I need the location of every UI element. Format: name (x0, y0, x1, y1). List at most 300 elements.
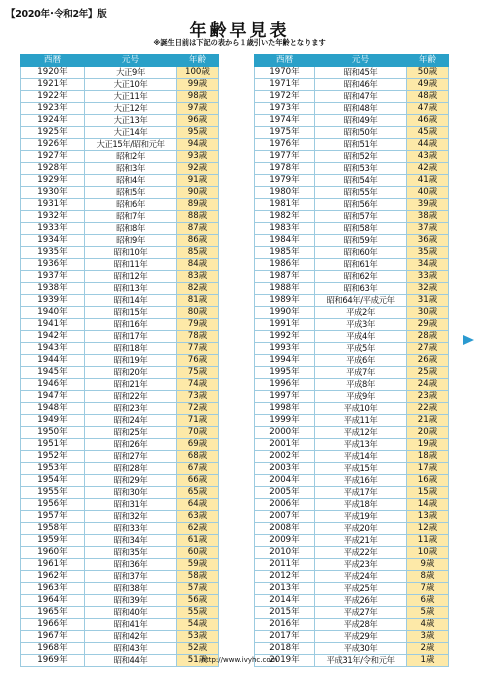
table-row (21, 91, 219, 103)
year-cell: 2003年 (255, 463, 315, 475)
year-cell: 1970年 (255, 67, 315, 79)
age-cell: 6歳 (407, 595, 449, 607)
table-row (21, 619, 219, 631)
era-cell: 昭和54年 (315, 175, 407, 187)
age-cell: 29歳 (407, 319, 449, 331)
age-cell: 13歳 (407, 511, 449, 523)
era-cell: 平成7年 (315, 367, 407, 379)
year-cell: 1967年 (21, 631, 85, 643)
era-cell: 昭和64年/平成元年 (315, 295, 407, 307)
era-cell: 昭和13年 (85, 283, 177, 295)
year-cell: 1965年 (21, 607, 85, 619)
age-cell: 3歳 (407, 631, 449, 643)
era-cell: 昭和9年 (85, 235, 177, 247)
era-cell: 平成22年 (315, 547, 407, 559)
year-cell: 1972年 (255, 91, 315, 103)
table-row (21, 535, 219, 547)
table-row (255, 571, 449, 583)
year-cell: 1995年 (255, 367, 315, 379)
table-row (21, 343, 219, 355)
year-cell: 1926年 (21, 139, 85, 151)
year-cell: 2018年 (255, 643, 315, 655)
year-cell: 1938年 (21, 283, 85, 295)
age-cell: 80歳 (177, 307, 219, 319)
table-row (21, 139, 219, 151)
age-cell: 4歳 (407, 619, 449, 631)
year-cell: 2008年 (255, 523, 315, 535)
table-row (255, 91, 449, 103)
age-cell: 39歳 (407, 199, 449, 211)
table-row (21, 319, 219, 331)
table-row (21, 511, 219, 523)
table-row (21, 115, 219, 127)
table-row (255, 283, 449, 295)
era-cell: 昭和20年 (85, 367, 177, 379)
year-cell: 1937年 (21, 271, 85, 283)
age-cell: 24歳 (407, 379, 449, 391)
year-cell: 1981年 (255, 199, 315, 211)
age-cell: 27歳 (407, 343, 449, 355)
table-row (255, 487, 449, 499)
age-cell: 58歳 (177, 571, 219, 583)
age-cell: 94歳 (177, 139, 219, 151)
age-cell: 33歳 (407, 271, 449, 283)
age-cell: 19歳 (407, 439, 449, 451)
era-cell: 昭和33年 (85, 523, 177, 535)
age-cell: 57歳 (177, 583, 219, 595)
age-cell: 11歳 (407, 535, 449, 547)
age-cell: 98歳 (177, 91, 219, 103)
table-row (21, 331, 219, 343)
age-cell: 88歳 (177, 211, 219, 223)
table-row (255, 643, 449, 655)
era-cell: 平成26年 (315, 595, 407, 607)
era-cell: 昭和24年 (85, 415, 177, 427)
year-cell: 1986年 (255, 259, 315, 271)
age-cell: 75歳 (177, 367, 219, 379)
year-cell: 1934年 (21, 235, 85, 247)
arrow-right-icon (463, 335, 474, 345)
header-age: 年齢 (177, 55, 219, 67)
table-row (21, 403, 219, 415)
year-cell: 1971年 (255, 79, 315, 91)
age-cell: 89歳 (177, 199, 219, 211)
table-row (21, 307, 219, 319)
header-era: 元号 (315, 55, 407, 67)
table-row (255, 619, 449, 631)
table-row (255, 115, 449, 127)
era-cell: 昭和46年 (315, 79, 407, 91)
era-cell: 大正10年 (85, 79, 177, 91)
age-cell: 71歳 (177, 415, 219, 427)
year-cell: 2019年 (255, 655, 315, 667)
era-cell: 平成9年 (315, 391, 407, 403)
era-cell: 昭和10年 (85, 247, 177, 259)
table-row (21, 199, 219, 211)
era-cell: 昭和50年 (315, 127, 407, 139)
era-cell: 昭和22年 (85, 391, 177, 403)
year-cell: 1982年 (255, 211, 315, 223)
age-cell: 81歳 (177, 295, 219, 307)
age-cell: 53歳 (177, 631, 219, 643)
era-cell: 昭和55年 (315, 187, 407, 199)
year-cell: 1921年 (21, 79, 85, 91)
age-cell: 73歳 (177, 391, 219, 403)
era-cell: 昭和14年 (85, 295, 177, 307)
age-cell: 79歳 (177, 319, 219, 331)
age-cell: 47歳 (407, 103, 449, 115)
table-row (21, 367, 219, 379)
year-cell: 2000年 (255, 427, 315, 439)
year-cell: 1964年 (21, 595, 85, 607)
era-cell: 平成10年 (315, 403, 407, 415)
age-table-right (254, 54, 449, 667)
table-row (255, 319, 449, 331)
year-cell: 1962年 (21, 571, 85, 583)
year-cell: 2001年 (255, 439, 315, 451)
table-row (255, 247, 449, 259)
era-cell: 昭和27年 (85, 451, 177, 463)
age-cell: 90歳 (177, 187, 219, 199)
era-cell: 平成15年 (315, 463, 407, 475)
table-row (255, 427, 449, 439)
age-cell: 70歳 (177, 427, 219, 439)
table-row (255, 187, 449, 199)
age-cell: 54歳 (177, 619, 219, 631)
age-cell: 8歳 (407, 571, 449, 583)
age-cell: 41歳 (407, 175, 449, 187)
year-cell: 1966年 (21, 619, 85, 631)
age-cell: 92歳 (177, 163, 219, 175)
page-title: 年齢早見表 (189, 21, 290, 41)
era-cell: 昭和59年 (315, 235, 407, 247)
year-cell: 1944年 (21, 355, 85, 367)
age-cell: 72歳 (177, 403, 219, 415)
age-cell: 1歳 (407, 655, 449, 667)
era-cell: 昭和58年 (315, 223, 407, 235)
table-row (21, 463, 219, 475)
era-cell: 昭和40年 (85, 607, 177, 619)
age-cell: 64歳 (177, 499, 219, 511)
age-cell: 23歳 (407, 391, 449, 403)
year-cell: 1933年 (21, 223, 85, 235)
year-cell: 1969年 (21, 655, 85, 667)
era-cell: 昭和52年 (315, 151, 407, 163)
table-row (21, 283, 219, 295)
table-row (21, 643, 219, 655)
table-row (21, 127, 219, 139)
year-cell: 1949年 (21, 415, 85, 427)
table-row (21, 103, 219, 115)
era-cell: 昭和42年 (85, 631, 177, 643)
era-cell: 昭和21年 (85, 379, 177, 391)
era-cell: 平成13年 (315, 439, 407, 451)
age-cell: 49歳 (407, 79, 449, 91)
year-cell: 1977年 (255, 151, 315, 163)
table-row (255, 235, 449, 247)
era-cell: 平成27年 (315, 607, 407, 619)
header-year: 西暦 (255, 55, 315, 67)
table-row (255, 307, 449, 319)
age-cell: 68歳 (177, 451, 219, 463)
table-row (255, 535, 449, 547)
year-cell: 1990年 (255, 307, 315, 319)
table-row (21, 571, 219, 583)
era-cell: 昭和63年 (315, 283, 407, 295)
table-row (255, 391, 449, 403)
age-cell: 15歳 (407, 487, 449, 499)
year-cell: 1929年 (21, 175, 85, 187)
era-cell: 昭和3年 (85, 163, 177, 175)
age-cell: 59歳 (177, 559, 219, 571)
year-cell: 1941年 (21, 319, 85, 331)
age-cell: 20歳 (407, 427, 449, 439)
table-row (255, 271, 449, 283)
age-cell: 87歳 (177, 223, 219, 235)
year-cell: 1924年 (21, 115, 85, 127)
era-cell: 平成3年 (315, 319, 407, 331)
age-cell: 9歳 (407, 559, 449, 571)
era-cell: 大正14年 (85, 127, 177, 139)
age-cell: 85歳 (177, 247, 219, 259)
era-cell: 昭和45年 (315, 67, 407, 79)
table-row (21, 67, 219, 79)
era-cell: 昭和19年 (85, 355, 177, 367)
table-row (21, 259, 219, 271)
table-row (21, 499, 219, 511)
era-cell: 昭和25年 (85, 427, 177, 439)
era-cell: 昭和35年 (85, 547, 177, 559)
age-cell: 78歳 (177, 331, 219, 343)
table-row (21, 211, 219, 223)
age-cell: 45歳 (407, 127, 449, 139)
age-cell: 76歳 (177, 355, 219, 367)
table-row (255, 583, 449, 595)
year-cell: 1997年 (255, 391, 315, 403)
era-cell: 昭和36年 (85, 559, 177, 571)
era-cell: 大正12年 (85, 103, 177, 115)
age-cell: 86歳 (177, 235, 219, 247)
year-cell: 1961年 (21, 559, 85, 571)
era-cell: 昭和18年 (85, 343, 177, 355)
age-cell: 52歳 (177, 643, 219, 655)
year-cell: 1956年 (21, 499, 85, 511)
table-row (21, 355, 219, 367)
age-cell: 16歳 (407, 475, 449, 487)
table-row (255, 439, 449, 451)
table-row (255, 223, 449, 235)
era-cell: 昭和5年 (85, 187, 177, 199)
year-cell: 1940年 (21, 307, 85, 319)
era-cell: 平成8年 (315, 379, 407, 391)
table-row (255, 523, 449, 535)
table-row (255, 175, 449, 187)
site-url: http://www.ivyhc.com (201, 656, 278, 664)
era-cell: 昭和30年 (85, 487, 177, 499)
era-cell: 昭和31年 (85, 499, 177, 511)
year-cell: 1973年 (255, 103, 315, 115)
year-cell: 2013年 (255, 583, 315, 595)
table-row (21, 151, 219, 163)
era-cell: 平成12年 (315, 427, 407, 439)
year-cell: 1960年 (21, 547, 85, 559)
table-row (255, 211, 449, 223)
era-cell: 平成4年 (315, 331, 407, 343)
table-row (255, 403, 449, 415)
table-row (255, 367, 449, 379)
table-row (21, 175, 219, 187)
year-cell: 1925年 (21, 127, 85, 139)
era-cell: 大正15年/昭和元年 (85, 139, 177, 151)
year-cell: 1957年 (21, 511, 85, 523)
era-cell: 平成18年 (315, 499, 407, 511)
table-row (21, 631, 219, 643)
year-cell: 1998年 (255, 403, 315, 415)
age-cell: 77歳 (177, 343, 219, 355)
year-cell: 1936年 (21, 259, 85, 271)
table-row (255, 67, 449, 79)
table-row (21, 523, 219, 535)
age-cell: 42歳 (407, 163, 449, 175)
age-cell: 7歳 (407, 583, 449, 595)
table-row (255, 451, 449, 463)
table-row (255, 103, 449, 115)
table-row (21, 415, 219, 427)
table-row (21, 439, 219, 451)
era-cell: 昭和26年 (85, 439, 177, 451)
era-cell: 平成28年 (315, 619, 407, 631)
year-cell: 1958年 (21, 523, 85, 535)
era-cell: 昭和29年 (85, 475, 177, 487)
era-cell: 平成19年 (315, 511, 407, 523)
year-cell: 1952年 (21, 451, 85, 463)
age-cell: 38歳 (407, 211, 449, 223)
era-cell: 昭和28年 (85, 463, 177, 475)
table-row (21, 79, 219, 91)
age-cell: 74歳 (177, 379, 219, 391)
year-cell: 1948年 (21, 403, 85, 415)
table-row (21, 163, 219, 175)
year-cell: 2015年 (255, 607, 315, 619)
age-cell: 67歳 (177, 463, 219, 475)
table-row (255, 463, 449, 475)
age-cell: 46歳 (407, 115, 449, 127)
era-cell: 昭和41年 (85, 619, 177, 631)
age-cell: 14歳 (407, 499, 449, 511)
age-table-left (20, 54, 219, 667)
year-cell: 1988年 (255, 283, 315, 295)
year-cell: 1939年 (21, 295, 85, 307)
year-cell: 2017年 (255, 631, 315, 643)
year-cell: 1927年 (21, 151, 85, 163)
age-cell: 84歳 (177, 259, 219, 271)
year-cell: 1959年 (21, 535, 85, 547)
age-cell: 18歳 (407, 451, 449, 463)
year-cell: 1951年 (21, 439, 85, 451)
era-cell: 大正13年 (85, 115, 177, 127)
year-cell: 1930年 (21, 187, 85, 199)
table-row (255, 379, 449, 391)
table-row (21, 583, 219, 595)
age-cell: 35歳 (407, 247, 449, 259)
age-cell: 44歳 (407, 139, 449, 151)
era-cell: 昭和37年 (85, 571, 177, 583)
year-cell: 1953年 (21, 463, 85, 475)
year-cell: 1983年 (255, 223, 315, 235)
age-cell: 61歳 (177, 535, 219, 547)
age-cell: 28歳 (407, 331, 449, 343)
table-row (21, 295, 219, 307)
age-cell: 30歳 (407, 307, 449, 319)
age-cell: 10歳 (407, 547, 449, 559)
era-cell: 昭和38年 (85, 583, 177, 595)
age-cell: 62歳 (177, 523, 219, 535)
era-cell: 平成2年 (315, 307, 407, 319)
era-cell: 昭和44年 (85, 655, 177, 667)
table-row (255, 343, 449, 355)
table-row (255, 295, 449, 307)
table-row (255, 547, 449, 559)
table-row (21, 547, 219, 559)
table-row (255, 259, 449, 271)
table-row (255, 127, 449, 139)
table-row (255, 415, 449, 427)
table-row (21, 475, 219, 487)
era-cell: 昭和39年 (85, 595, 177, 607)
header-year: 西暦 (21, 55, 85, 67)
era-cell: 昭和4年 (85, 175, 177, 187)
year-cell: 2004年 (255, 475, 315, 487)
table-row (255, 139, 449, 151)
year-cell: 1943年 (21, 343, 85, 355)
year-cell: 1968年 (21, 643, 85, 655)
age-cell: 31歳 (407, 295, 449, 307)
table-row (255, 511, 449, 523)
table-row (255, 199, 449, 211)
year-cell: 2010年 (255, 547, 315, 559)
age-cell: 21歳 (407, 415, 449, 427)
year-cell: 1974年 (255, 115, 315, 127)
era-cell: 昭和6年 (85, 199, 177, 211)
year-cell: 2002年 (255, 451, 315, 463)
age-cell: 82歳 (177, 283, 219, 295)
age-cell: 36歳 (407, 235, 449, 247)
era-cell: 昭和32年 (85, 511, 177, 523)
era-cell: 大正9年 (85, 67, 177, 79)
year-cell: 1978年 (255, 163, 315, 175)
age-cell: 40歳 (407, 187, 449, 199)
age-cell: 66歳 (177, 475, 219, 487)
era-cell: 平成30年 (315, 643, 407, 655)
era-cell: 大正11年 (85, 91, 177, 103)
age-cell: 60歳 (177, 547, 219, 559)
table-row (21, 559, 219, 571)
table-row (255, 79, 449, 91)
year-cell: 1992年 (255, 331, 315, 343)
era-cell: 昭和62年 (315, 271, 407, 283)
year-cell: 1946年 (21, 379, 85, 391)
year-cell: 1991年 (255, 319, 315, 331)
age-cell: 91歳 (177, 175, 219, 187)
age-cell: 69歳 (177, 439, 219, 451)
table-row (255, 631, 449, 643)
era-cell: 昭和15年 (85, 307, 177, 319)
year-cell: 1963年 (21, 583, 85, 595)
age-cell: 12歳 (407, 523, 449, 535)
header-era: 元号 (85, 55, 177, 67)
age-cell: 100歳 (177, 67, 219, 79)
era-cell: 昭和34年 (85, 535, 177, 547)
